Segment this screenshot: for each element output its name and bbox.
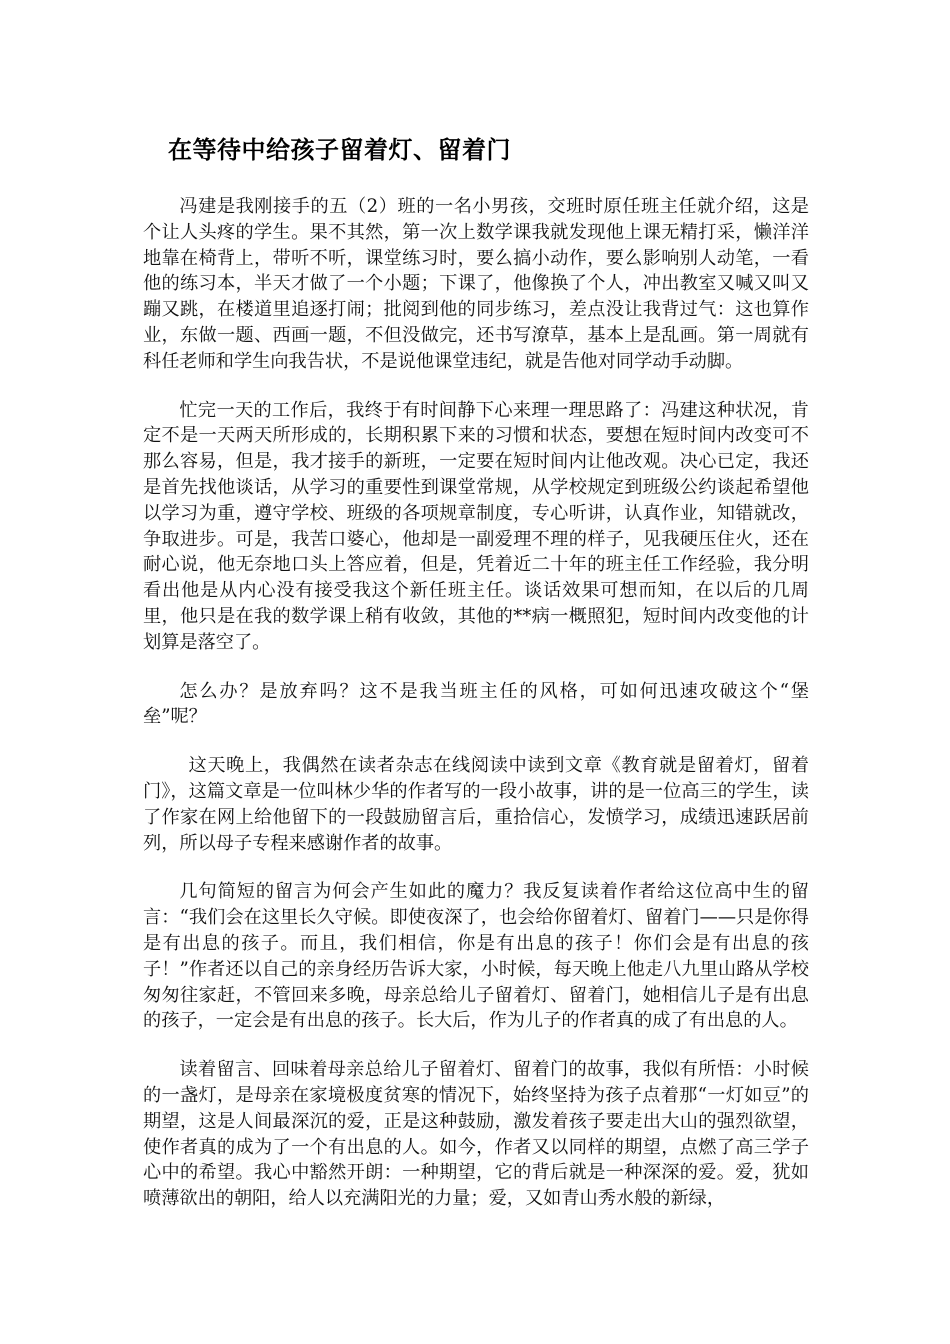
paragraph-5: 几句简短的留言为何会产生如此的魔力？我反复读着作者给这位高中生的留言：“我们会在这里长久守候。即使夜深了，也会给你留着灯、留着门——只是你得是有出息的孩子。而且，我们相信，你是有出息的孩子！你们会是有出息的孩子！”作者还以自己的亲身经历告诉大家，小时候，每天晚上他走八九里山路从学校匆匆往家赶，不管回来多晚，母亲总给儿子留着灯、留着门，她相信儿子是有出息的孩子，一定会是有出息的孩子。长大后，作为儿子的作者真的成了有出息的人。 xyxy=(143,881,809,1032)
paragraph-1: 冯建是我刚接手的五（2）班的一名小男孩，交班时原任班主任就介绍，这是个让人头疼的学生。果不其然，第一次上数学课我就发现他上课无精打采，懒洋洋地靠在椅背上，带听不听，课堂练习时，要么搞小动作，要么影响别人动笔，一看他的练习本，半天才做了一个小题；下课了，他像换了个人，冲出教室又喊又叫又蹦又跳，在楼道里追逐打闹；批阅到他的同步练习，差点没让我背过气：这也算作业，东做一题、西画一题，不但没做完，还书写潦草，基本上是乱画。第一周就有科任老师和学生向我告状，不是说他课堂违纪，就是告他对同学动手动脚。 xyxy=(143,196,809,372)
document-body xyxy=(143,194,809,1235)
document-title: 在等待中给孩子留着灯、留着门 xyxy=(168,136,511,164)
paragraph-6: 读着留言、回味着母亲总给儿子留着灯、留着门的故事，我似有所悟：小时候的一盏灯，是母亲在家境极度贫寒的情况下，始终坚持为孩子点着那“一灯如豆”的期望，这是人间最深沉的爱，正是这种鼓励，激发着孩子要走出大山的强烈欲望，使作者真的成为了一个有出息的人。如今，作者又以同样的期望，点燃了高三学子心中的希望。我心中豁然开朗：一种期望，它的背后就是一种深深的爱。爱，犹如喷薄欲出的朝阳，给人以充满阳光的力量；爱，又如青山秀水般的新绿， xyxy=(143,1059,809,1210)
paragraph-3: 怎么办？是放弃吗？这不是我当班主任的风格，可如何迅速攻破这个“堡垒”呢？ xyxy=(143,680,809,728)
paragraph-2: 忙完一天的工作后，我终于有时间静下心来理一理思路了：冯建这种状况，肯定不是一天两天所形成的，长期积累下来的习惯和状态，要想在短时间内改变可不那么容易，但是，我才接手的新班，一定要在短时间内让他改观。决心已定，我还是首先找他谈话，从学习的重要性到课堂常规，从学校规定到班级公约谈起希望他以学习为重，遵守学校、班级的各项规章制度，专心听讲，认真作业，知错就改，争取进步。可是，我苦口婆心，他却是一副爱理不理的样子，见我硬压住火，还在耐心说，他无奈地口头上答应着，但是，凭着近二十年的班主任工作经验，我分明看出他是从内心没有接受我这个新任班主任。谈话效果可想而知，在以后的几周里，他只是在我的数学课上稍有收敛，其他的**病一概照犯，短时间内改变他的计划算是落空了。 xyxy=(143,399,809,653)
paragraph-4: 这天晚上，我偶然在读者杂志在线阅读中读到文章《教育就是留着灯，留着门》，这篇文章是一位叫林少华的作者写的一段小故事，讲的是一位高三的学生，读了作家在网上给他留下的一段鼓励留言后，重拾信心，发愤学习，成绩迅速跃居前列，所以母子专程来感谢作者的故事。 xyxy=(143,755,809,854)
